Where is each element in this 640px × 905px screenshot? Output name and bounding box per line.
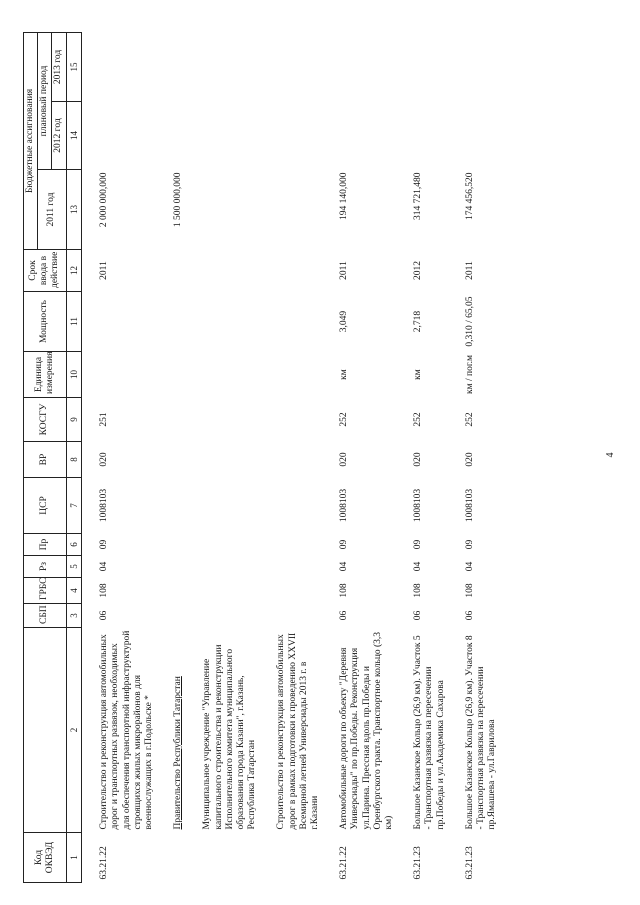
cell-unit: км / пог.м: [464, 354, 475, 395]
cell-sbp: 06: [99, 610, 110, 621]
cell-vr: [172, 442, 185, 478]
cell-name: Муниципальное учреждение "Управление капитального строительства и реконструкции Исполнительного комитета муниципального образования города Казани", г.Казань, Республика Татарстан: [202, 644, 258, 830]
cell-vr: 020: [99, 452, 110, 467]
table-row: [338, 32, 396, 882]
cell-sbp: [275, 604, 322, 628]
page-number: 4: [605, 452, 616, 458]
cell-sbp: 06: [464, 610, 475, 621]
cell-okved: 63.21.22: [339, 846, 350, 880]
cell-capacity: [98, 292, 156, 352]
cell-commission: 2012: [413, 261, 424, 280]
cell-y2011: 2 000 000,000: [99, 172, 110, 228]
row-spacer: [185, 32, 201, 882]
cell-kosgu: 251: [99, 412, 110, 427]
cell-rz: 04: [339, 561, 350, 572]
table-row: [172, 32, 185, 882]
table-body: [82, 32, 500, 882]
header-rz: Рз: [24, 556, 67, 578]
cell-y2011: [275, 170, 322, 250]
column-number: 2: [66, 628, 82, 833]
cell-capacity: [201, 292, 259, 352]
cell-y2011: 314 721,480: [413, 172, 424, 220]
row-spacer: [156, 32, 172, 882]
cell-okved: 63.21.23: [413, 846, 424, 880]
column-number: 14: [66, 102, 82, 170]
cell-csr: [275, 478, 322, 534]
header-unit: Единица измерения: [24, 352, 67, 398]
cell-y2012: [338, 102, 396, 170]
header-budget-group: Бюджетные ассигнования: [24, 32, 38, 249]
column-number-row: [66, 32, 82, 882]
cell-capacity: [172, 292, 185, 352]
cell-kosgu: 252: [413, 412, 424, 427]
cell-grbs: [275, 578, 322, 604]
rotated-document-page: [5, 15, 635, 895]
cell-name: Строительство и реконструкция автомобильных дорог в рамках подготовки к проведению XXVII Всемирной летней Универсиады 2013 г. в г.Казани: [276, 632, 321, 830]
cell-okved: [275, 833, 322, 883]
table-row: [464, 32, 500, 882]
cell-y2013: [464, 32, 500, 101]
cell-commission: 2011: [464, 261, 475, 280]
cell-vr: [275, 442, 322, 478]
header-csr: ЦСР: [24, 478, 67, 534]
cell-kosgu: 252: [339, 412, 350, 427]
cell-okved: [172, 833, 185, 883]
cell-name: Строительство и реконструкция автомобильных дорог и транспортных развязок, необходимых для обеспечения транспортной инфраструктурой строящихся жилых микрорайонов для военнослужащих в г.Подольске *: [99, 630, 155, 830]
column-number: 15: [66, 32, 82, 101]
cell-rz: [201, 556, 259, 578]
cell-sbp: [172, 604, 185, 628]
cell-csr: 1008103: [464, 488, 475, 523]
column-number: 7: [66, 478, 82, 534]
column-number: 8: [66, 442, 82, 478]
row-spacer: [322, 32, 338, 882]
cell-name: Правительство Республики Татарстан: [173, 676, 184, 830]
cell-pr: [275, 534, 322, 556]
cell-okved: [201, 833, 259, 883]
cell-kosgu: [172, 398, 185, 442]
cell-csr: 1008103: [339, 488, 350, 523]
cell-csr: 1008103: [413, 488, 424, 523]
cell-name: Автомобильные дороги по объекту "Деревня Универсиады" по пр.Победы. Реконструкция ул.Парина. Прессная вдоль пр.Победы и Оренбургского тракта. Транспортное кольцо (3,3 км): [339, 631, 395, 830]
header-plan-period: плановый период: [38, 32, 52, 169]
cell-vr: 020: [464, 452, 475, 467]
cell-pr: [201, 534, 259, 556]
cell-y2012: [201, 102, 259, 170]
cell-y2012: [275, 102, 322, 170]
cell-y2011: [201, 170, 259, 250]
cell-capacity: [275, 292, 322, 352]
cell-rz: 04: [413, 561, 424, 572]
header-vr: ВР: [24, 442, 67, 478]
cell-commission: [172, 250, 185, 292]
header-sbp: СБП: [24, 604, 67, 628]
cell-unit: [98, 352, 156, 398]
header-okved: Код ОКВЭД: [24, 833, 67, 883]
cell-y2013: [275, 32, 322, 101]
cell-grbs: [172, 578, 185, 604]
cell-pr: 09: [339, 539, 350, 550]
cell-capacity: 3,049: [339, 310, 350, 333]
cell-csr: 1008103: [99, 488, 110, 523]
cell-sbp: [201, 604, 259, 628]
cell-y2012: [464, 102, 500, 170]
cell-name: Большое Казанское Кольцо (26,9 км). Участок 8 - Транспортная развязка на пересечении пр.Ямашева - ул.Гаврилова: [464, 635, 498, 830]
cell-vr: 020: [339, 452, 350, 467]
cell-pr: 09: [464, 539, 475, 550]
cell-y2013: [412, 32, 448, 101]
row-spacer: [259, 32, 275, 882]
table-row: [98, 32, 156, 882]
column-number: 13: [66, 170, 82, 250]
cell-unit: км: [413, 369, 424, 380]
budget-table: [23, 32, 500, 883]
column-number: 9: [66, 398, 82, 442]
cell-grbs: 108: [464, 583, 475, 598]
cell-okved: 63.21.23: [464, 846, 475, 880]
cell-y2013: [98, 32, 156, 101]
cell-y2012: [412, 102, 448, 170]
cell-rz: [275, 556, 322, 578]
cell-vr: [201, 442, 259, 478]
column-number: 1: [66, 833, 82, 883]
cell-y2013: [172, 32, 185, 101]
cell-commission: [275, 250, 322, 292]
cell-unit: [201, 352, 259, 398]
cell-commission: [201, 250, 259, 292]
cell-commission: 2011: [339, 261, 350, 280]
cell-grbs: 108: [413, 583, 424, 598]
cell-unit: [275, 352, 322, 398]
cell-pr: [172, 534, 185, 556]
cell-y2012: [172, 102, 185, 170]
header-2013: 2013 год: [52, 32, 66, 101]
cell-okved: 63.21.22: [99, 846, 110, 880]
column-number: 3: [66, 604, 82, 628]
cell-csr: [172, 478, 185, 534]
cell-y2011: 194 140,000: [339, 172, 350, 220]
cell-pr: 09: [99, 539, 110, 550]
cell-grbs: [201, 578, 259, 604]
header-commission: Срок ввода в действие: [24, 250, 67, 292]
cell-name: Большое Казанское Кольцо (26,9 км). Участок 5 - Транспортная развязка на пересечении пр.Победы и ул.Академика Сахарова: [413, 635, 446, 830]
row-spacer: [396, 32, 412, 882]
column-number: 5: [66, 556, 82, 578]
header-kosgu: КОСГУ: [24, 398, 67, 442]
cell-pr: 09: [413, 539, 424, 550]
cell-unit: км: [339, 369, 350, 380]
header-name: [24, 628, 67, 833]
table-row: [275, 32, 322, 882]
cell-grbs: 108: [339, 583, 350, 598]
table-row: [412, 32, 448, 882]
cell-kosgu: 252: [464, 412, 475, 427]
cell-capacity: 0,310 / 65,05: [464, 296, 475, 347]
cell-kosgu: [201, 398, 259, 442]
header-pr: Пр: [24, 534, 67, 556]
header-grbs: ГРБС: [24, 578, 67, 604]
cell-y2013: [338, 32, 396, 101]
cell-sbp: 06: [413, 610, 424, 621]
cell-y2012: [98, 102, 156, 170]
cell-y2013: [201, 32, 259, 101]
cell-capacity: 2,718: [413, 310, 424, 333]
column-number: 11: [66, 292, 82, 352]
row-spacer: [82, 32, 99, 882]
cell-y2011: 1 500 000,000: [173, 172, 184, 228]
header-2011: 2011 год: [38, 170, 66, 250]
cell-y2011: 174 456,520: [464, 172, 475, 220]
column-number: 6: [66, 534, 82, 556]
cell-sbp: 06: [339, 610, 350, 621]
table-row: [201, 32, 259, 882]
cell-unit: [172, 352, 185, 398]
cell-rz: 04: [464, 561, 475, 572]
cell-kosgu: [275, 398, 322, 442]
cell-vr: 020: [413, 452, 424, 467]
header-2012: 2012 год: [52, 102, 66, 170]
row-spacer: [448, 32, 464, 882]
cell-commission: 2011: [99, 261, 110, 280]
cell-csr: [201, 478, 259, 534]
cell-rz: [172, 556, 185, 578]
cell-rz: 04: [99, 561, 110, 572]
cell-grbs: 108: [99, 583, 110, 598]
column-number: 10: [66, 352, 82, 398]
header-capacity: Мощность: [24, 292, 67, 352]
column-number: 12: [66, 250, 82, 292]
column-number: 4: [66, 578, 82, 604]
